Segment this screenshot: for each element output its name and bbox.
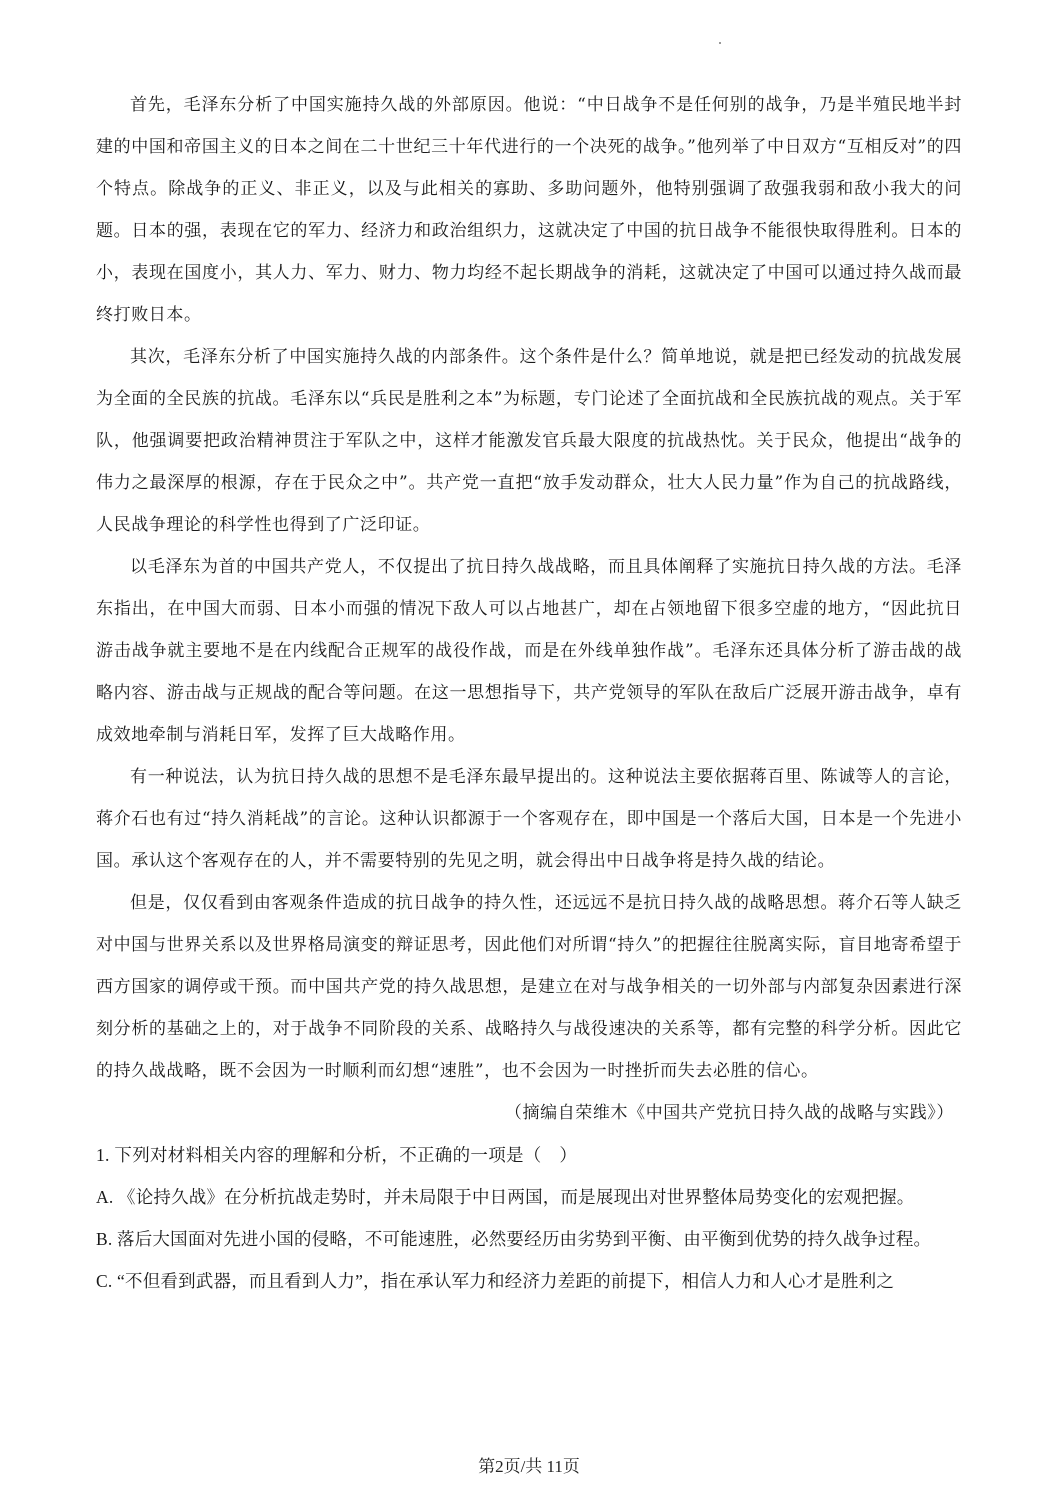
paragraph-methods: 以毛泽东为首的中国共产党人，不仅提出了抗日持久战战略，而且具体阐释了实施抗日持久战的方法。毛泽东指出，在中国大而弱、日本小而强的情况下敌人可以占地甚广，却在占领地留下很多空虚的地方，“因此抗日游击战争就主要地不是在内线配合正规军的战役作战，而是在外线单独作战”。毛泽东还具体分析了游击战的战略内容、游击战与正规战的配合等问题。在这一思想指导下，共产党领导的军队在敌后广泛展开游击战争，卓有成效地牵制与消耗日军，发挥了巨大战略作用。 <box>96 557 962 745</box>
option-a: A. 《论持久战》在分析抗战走势时，并未局限于中日两国，而是展现出对世界整体局势变化的宏观把握。 <box>96 1187 915 1207</box>
scan-speck <box>719 42 721 44</box>
option-c: C. “不但看到武器，而且看到人力”，指在承认军力和经济力差距的前提下，相信人力和人心才是胜利之 <box>96 1271 895 1291</box>
page-number: 第2页/共 11页 <box>478 1457 580 1476</box>
paragraph-internal-conditions: 其次，毛泽东分析了中国实施持久战的内部条件。这个条件是什么？简单地说，就是把已经发动的抗战发展为全面的全民族的抗战。毛泽东以“兵民是胜利之本”为标题，专门论述了全面抗战和全民族抗战的观点。关于军队，他强调要把政治精神贯注于军队之中，这样才能激发官兵最大限度的抗战热忱。关于民众，他提出“战争的伟力之最深厚的根源，存在于民众之中”。共产党一直把“放手发动群众，壮大人民力量”作为自己的抗战路线，人民战争理论的科学性也得到了广泛印证。 <box>96 347 962 535</box>
document-body <box>96 84 962 1302</box>
source-citation: （摘编自荣维木《中国共产党抗日持久战的战略与实践》） <box>504 1103 954 1123</box>
question-stem: 1. 下列对材料相关内容的理解和分析，不正确的一项是（ ） <box>96 1145 578 1165</box>
paragraph-external-causes: 首先，毛泽东分析了中国实施持久战的外部原因。他说：“中日战争不是任何别的战争，乃是半殖民地半封建的中国和帝国主义的日本之间在二十世纪三十年代进行的一个决死的战争。”他列举了中日双方“互相反对”的四个特点。除战争的正义、非正义，以及与此相关的寡助、多助问题外，他特别强调了敌强我弱和敌小我大的问题。日本的强，表现在它的军力、经济力和政治组织力，这就决定了中国的抗日战争不能很快取得胜利。日本的小，表现在国度小，其人力、军力、财力、物力均经不起长期战争的消耗，这就决定了中国可以通过持久战而最终打败日本。 <box>96 95 962 325</box>
option-b: B. 落后大国面对先进小国的侵略，不可能速胜，必然要经历由劣势到平衡、由平衡到优势的持久战争过程。 <box>96 1229 932 1249</box>
question-block <box>96 1134 962 1302</box>
paragraph-other-view: 有一种说法，认为抗日持久战的思想不是毛泽东最早提出的。这种说法主要依据蒋百里、陈诚等人的言论，蒋介石也有过“持久消耗战”的言论。这种认识都源于一个客观存在，即中国是一个落后大国，日本是一个先进小国。承认这个客观存在的人，并不需要特别的先见之明，就会得出中日战争将是持久战的结论。 <box>96 767 962 871</box>
paragraph-conclusion: 但是，仅仅看到由客观条件造成的抗日战争的持久性，还远远不是抗日持久战的战略思想。蒋介石等人缺乏对中国与世界关系以及世界格局演变的辩证思考，因此他们对所谓“持久”的把握往往脱离实际，盲目地寄希望于西方国家的调停或干预。而中国共产党的持久战思想，是建立在对与战争相关的一切外部与内部复杂因素进行深刻分析的基础之上的，对于战争不同阶段的关系、战略持久与战役速决的关系等，都有完整的科学分析。因此它的持久战战略，既不会因为一时顺利而幻想“速胜”，也不会因为一时挫折而失去必胜的信心。 <box>96 893 962 1081</box>
